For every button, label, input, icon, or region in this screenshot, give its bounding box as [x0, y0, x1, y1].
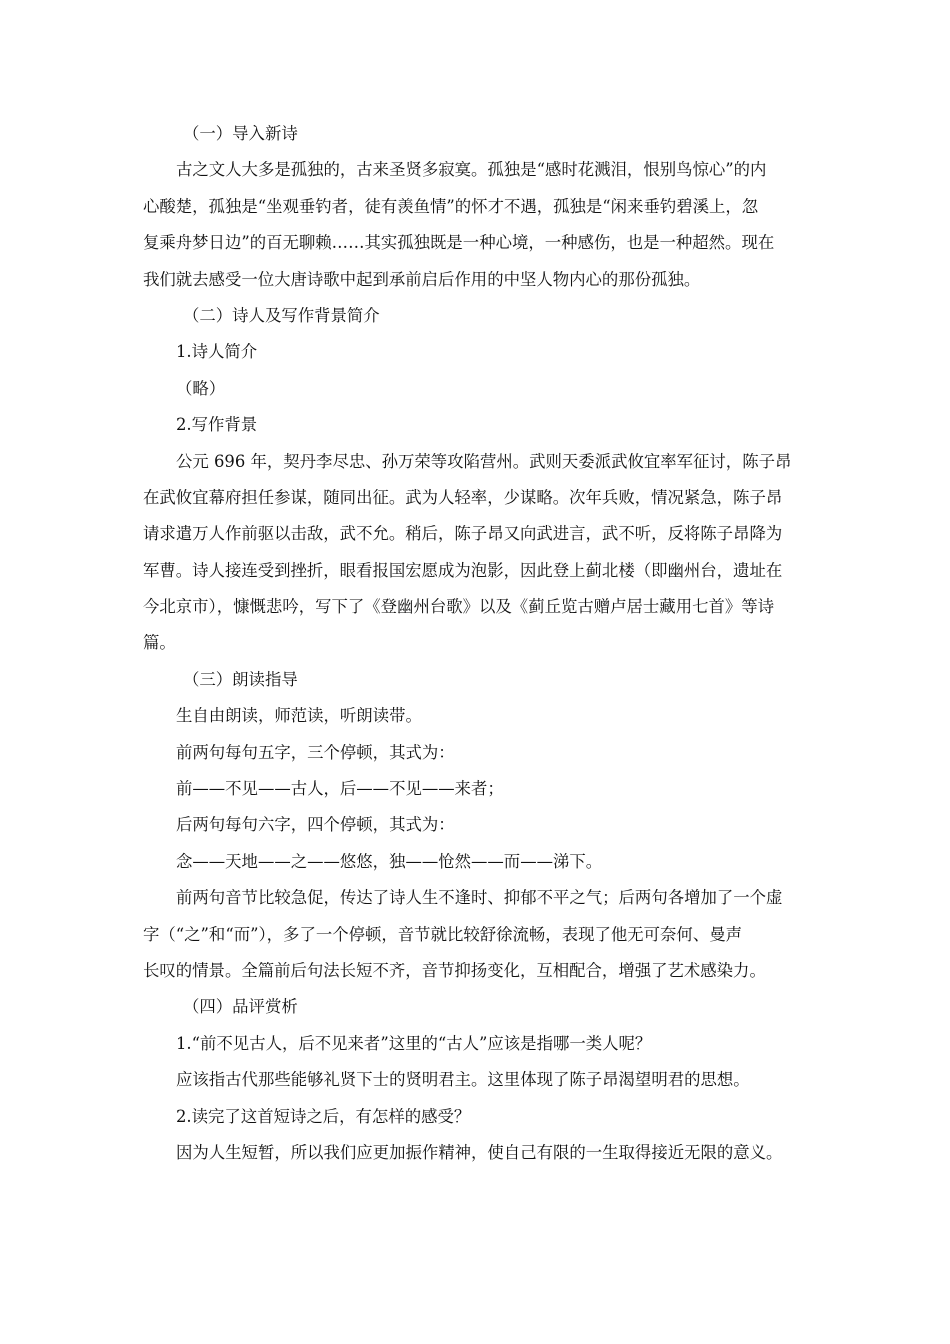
document-page: [143, 116, 805, 1171]
subheading-poet-intro: 1.诗人简介: [176, 342, 258, 362]
paragraph-line: 心酸楚，孤独是“坐观垂钓者，徒有羡鱼情”的怀才不遇，孤独是“闲来垂钓碧溪上，忽: [143, 196, 759, 216]
paragraph-line: 字（“之”和“而”），多了一个停顿，音节就比较舒徐流畅，表现了他无可奈何、曼声: [143, 924, 742, 944]
paragraph-line: 在武攸宜幕府担任参谋，随同出征。武为人轻率，少谋略。次年兵败，情况紧急，陈子昂: [143, 487, 783, 507]
section-heading-intro: （一）导入新诗: [183, 124, 298, 143]
reading-line: 后两句每句六字，四个停顿，其式为：: [176, 815, 455, 835]
question-2: 2.读完了这首短诗之后，有怎样的感受？: [176, 1106, 471, 1126]
reading-line: 生自由朗读，师范读，听朗读带。: [176, 706, 422, 726]
paragraph-line: 长叹的情景。全篇前后句法长短不齐，音节抑扬变化，互相配合，增强了艺术感染力。: [143, 960, 766, 980]
paragraph-line: 请求遣万人作前驱以击敌，武不允。稍后，陈子昂又向武进言，武不听，反将陈子昂降为: [143, 524, 783, 544]
question-1: 1.“前不见古人，后不见来者”这里的“古人”应该是指哪一类人呢？: [176, 1033, 652, 1053]
paragraph-line: 前两句音节比较急促，传达了诗人生不逢时、抑郁不平之气；后两句各增加了一个虚: [176, 888, 783, 908]
paragraph-line: 复乘舟梦日边”的百无聊赖……其实孤独既是一种心境，一种感伤，也是一种超然。现在: [143, 233, 775, 253]
paragraph-line: 古之文人大多是孤独的，古来圣贤多寂寞。孤独是“感时花溅泪，恨别鸟惊心”的内: [176, 160, 767, 180]
poet-intro-body: （略）: [176, 378, 226, 398]
paragraph-line: 篇。: [143, 633, 176, 653]
section-heading-analysis: （四）品评赏析: [183, 997, 298, 1017]
paragraph-line: 公元 696 年，契丹李尽忠、孙万荣等攻陷营州。武则天委派武攸宜率军征讨，陈子昂: [176, 451, 792, 471]
answer-1: 应该指古代那些能够礼贤下士的贤明君主。这里体现了陈子昂渴望明君的思想。: [176, 1070, 750, 1090]
section-heading-background: （二）诗人及写作背景简介: [183, 305, 380, 325]
paragraph-line: 军曹。诗人接连受到挫折，眼看报国宏愿成为泡影，因此登上蓟北楼（即幽州台，遗址在: [143, 560, 783, 580]
paragraph-line: 今北京市），慷慨悲吟，写下了《登幽州台歌》以及《蓟丘览古赠卢居士藏用七首》等诗: [143, 597, 775, 617]
paragraph-line: 我们就去感受一位大唐诗歌中起到承前启后作用的中坚人物内心的那份孤独。: [143, 269, 701, 289]
reading-line: 前——不见——古人，后——不见——来者；: [176, 779, 504, 799]
section-heading-reading: （三）朗读指导: [183, 669, 298, 689]
reading-line: 前两句每句五字，三个停顿，其式为：: [176, 742, 455, 762]
reading-line: 念——天地——之——悠悠，独——怆然——而——涕下。: [176, 851, 603, 871]
subheading-writing-background: 2.写作背景: [176, 415, 258, 435]
answer-2: 因为人生短暂，所以我们应更加振作精神，使自己有限的一生取得接近无限的意义。: [176, 1142, 783, 1162]
